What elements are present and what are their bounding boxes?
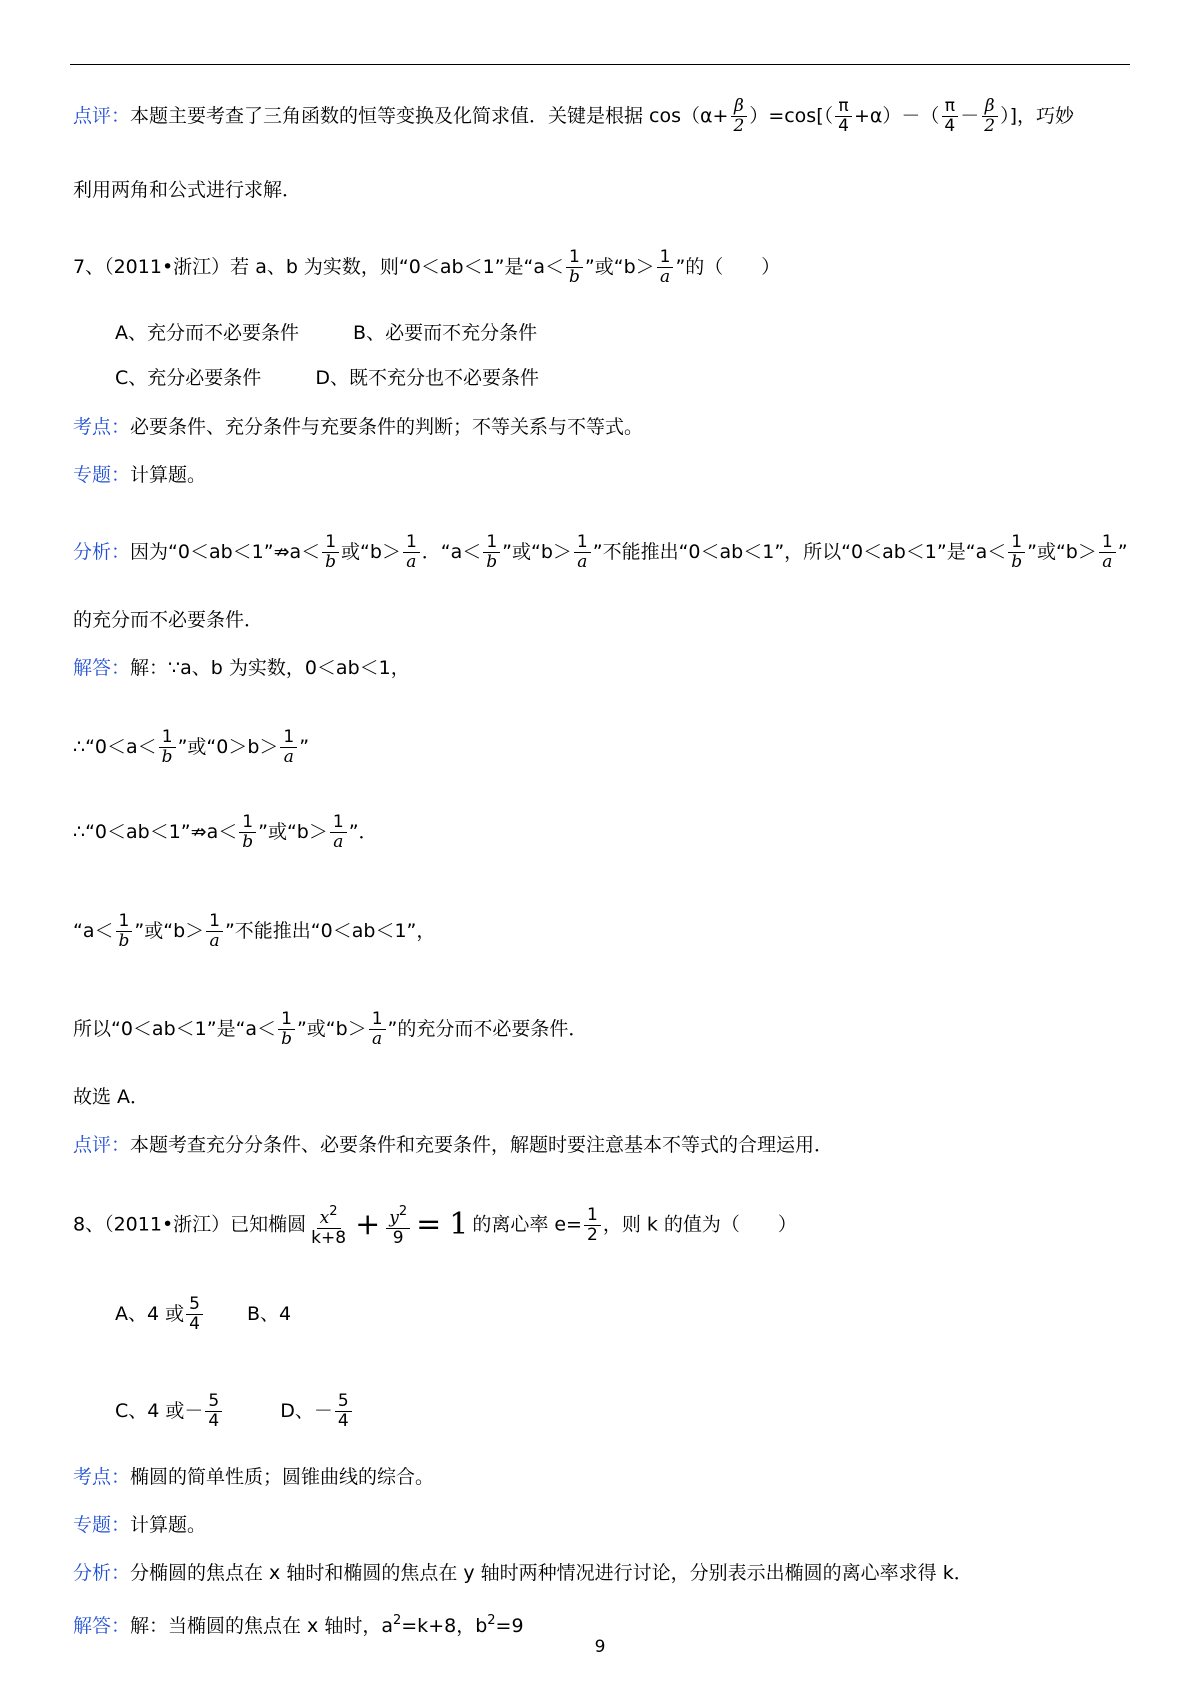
q8-kaodian: 考点：椭圆的简单性质；圆锥曲线的综合。 <box>73 1466 435 1488</box>
q7-fenxi-line2: 的充分而不必要条件． <box>73 609 264 631</box>
q7-step4: 所以“0＜ab＜1”是“a＜ $\frac{1}{b}$ ”或“b＞ $\frac{1}{a}$ ”的充分而不必要条件． <box>73 1009 588 1049</box>
fraction: $\frac{1}{a}$ <box>657 248 674 287</box>
fraction: $\frac{1}{b}$ <box>278 1010 295 1049</box>
q7-answer: 故选 A． <box>73 1086 150 1108</box>
fraction: $\frac{1}{a}$ <box>330 813 347 852</box>
fraction: $\frac{\beta}{2}$ <box>730 97 747 136</box>
q8-option-a: A、4 或 $\frac{5}{4}$ <box>115 1303 205 1325</box>
fraction: $\frac{\pi}{4}$ <box>835 97 852 136</box>
q7-step1: ∴“0＜a＜ $\frac{1}{b}$ ”或“0＞b＞ $\frac{1}{a}$ ” <box>73 727 310 767</box>
page-number: 9 <box>594 1637 606 1657</box>
fraction: $\frac{1}{a}$ <box>574 533 591 572</box>
q7-option-b: B、必要而不充分条件 <box>353 322 538 344</box>
fraction: $\frac{1}{b}$ <box>1008 533 1025 572</box>
q7-kaodian: 考点：必要条件、充分条件与充要条件的判断；不等关系与不等式。 <box>73 416 644 438</box>
fraction: $\frac{1}{2}$ <box>584 1206 601 1245</box>
q7-stem: 7、（2011•浙江）若 a、b 为实数，则“0＜ab＜1”是“a＜ $\frac{1}{b}$ ”或“b＞ $\frac{1}{a}$ ”的（ ） <box>73 247 781 287</box>
q8-options-row2 <box>115 1392 354 1431</box>
q7-option-a: A、充分而不必要条件 <box>115 322 299 344</box>
q7-options-row1 <box>115 318 537 348</box>
fraction: $\frac{\beta}{2}$ <box>981 97 998 136</box>
header-rule <box>70 64 1130 65</box>
q7-zhuanti: 专题：计算题。 <box>73 464 207 486</box>
fraction: $\frac{1}{a}$ <box>206 912 223 951</box>
fraction: $\frac{5}{4}$ <box>335 1392 352 1431</box>
q7-dianping: 点评：本题考查充分分条件、必要条件和充要条件，解题时要注意基本不等式的合理运用． <box>73 1134 834 1156</box>
fraction: $\frac{5}{4}$ <box>205 1392 222 1431</box>
q8-jieda: 解答：解：当椭圆的焦点在 x 轴时，$a^2=k+8$，$b^2=9$ <box>73 1613 524 1637</box>
fraction: $\frac{x^2}{k+8}$ <box>311 1204 347 1248</box>
q7-jieda: 解答：解：∵a、b 为实数，0＜ab＜1， <box>73 657 410 679</box>
fraction: $\frac{1}{b}$ <box>322 533 339 572</box>
fraction: $\frac{1}{b}$ <box>239 813 256 852</box>
q7-step2: ∴“0＜ab＜1”⇏a＜ $\frac{1}{b}$ ”或“b＞ $\frac{1}{a}$ ”． <box>73 812 378 852</box>
fraction: $\frac{1}{a}$ <box>403 533 420 572</box>
fraction: $\frac{1}{b}$ <box>483 533 500 572</box>
fraction: $\frac{1}{b}$ <box>116 912 133 951</box>
q8-fenxi: 分析：分椭圆的焦点在 x 轴时和椭圆的焦点在 y 轴时两种情况进行讨论，分别表示出椭圆的离心率求得 k． <box>73 1562 973 1584</box>
q7-options-row2 <box>115 363 539 393</box>
q8-option-b: B、4 <box>247 1303 292 1325</box>
q7-fenxi: 分析：因为“0＜ab＜1”⇏a＜ $\frac{1}{b}$ 或“b＞ $\frac{1}{a}$ ．“a＜ $\frac{1}{b}$ ”或“b＞ $\frac{1}{a}$ ”不能推出“0＜ab＜1”，所以“0＜ab＜1”是“a＜ $\frac{1}{b}$ ”或“b＞ $\frac{1}{a}$ ” <box>73 532 1128 572</box>
q8-option-d: D、－ $\frac{5}{4}$ <box>280 1400 353 1422</box>
q7-option-c: C、充分必要条件 <box>115 367 262 389</box>
fraction: $\frac{1}{a}$ <box>280 728 297 767</box>
fraction: $\frac{1}{b}$ <box>566 248 583 287</box>
fraction: $\frac{\pi}{4}$ <box>941 97 958 136</box>
q6-comment-line2: 利用两角和公式进行求解． <box>73 179 302 201</box>
fraction: $\frac{y^2}{9}$ <box>386 1202 410 1248</box>
q8-option-c: C、4 或－ $\frac{5}{4}$ <box>115 1400 224 1422</box>
q7-option-d: D、既不充分也不必要条件 <box>315 367 539 389</box>
q6-comment: 点评：本题主要考查了三角函数的恒等变换及化简求值．关键是根据 cos（α+ $\frac{\beta}{2}$ ）=cos[（ $\frac{\pi}{4}$ +α）－（ $\frac{\pi}{4}$ － $\frac{\beta}{2}$ ）]，巧妙 <box>73 96 1074 136</box>
fraction: $\frac{1}{a}$ <box>369 1010 386 1049</box>
q7-step3: “a＜ $\frac{1}{b}$ ”或“b＞ $\frac{1}{a}$ ”不能推出“0＜ab＜1”， <box>73 911 436 951</box>
q8-options-row1 <box>115 1295 291 1334</box>
q8-zhuanti: 专题：计算题。 <box>73 1514 207 1536</box>
fraction: $\frac{5}{4}$ <box>186 1295 203 1334</box>
fraction: $\frac{1}{b}$ <box>159 728 176 767</box>
q8-stem: 8、（2011•浙江）已知椭圆 $\frac{x^2}{k+8}$ + $\frac{y^2}{9}$ = 1 的离心率 e= $\frac{1}{2}$ ，则 k 的值为（ ） <box>73 1204 797 1248</box>
fraction: $\frac{1}{a}$ <box>1099 533 1116 572</box>
